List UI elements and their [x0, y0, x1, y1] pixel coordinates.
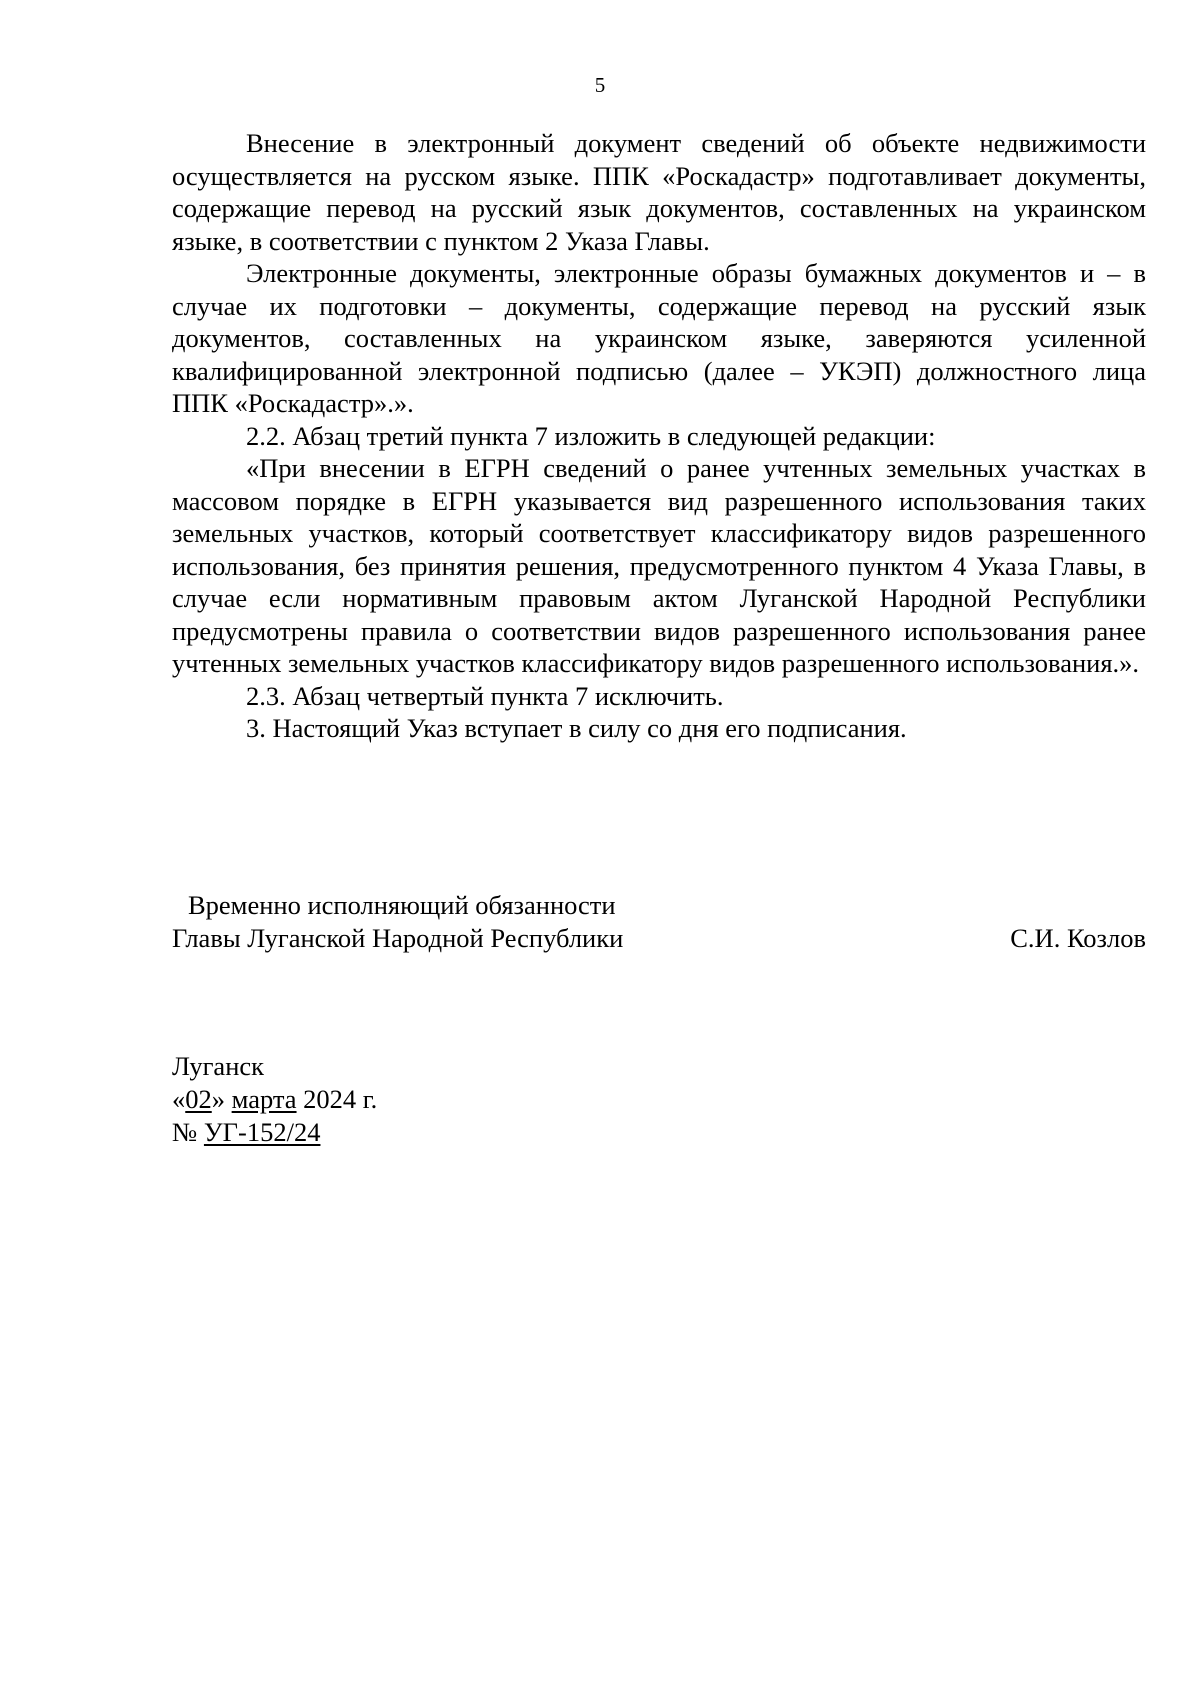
paragraph-item-2-2: 2.2. Абзац третий пункта 7 изложить в следующей редакции: — [246, 420, 936, 451]
number-value: УГ-152/24 — [203, 1117, 321, 1147]
signature-row — [172, 922, 1146, 955]
paragraph-item-2-3: 2.3. Абзац четвертый пункта 7 исключить. — [246, 680, 724, 711]
paragraph-item-3: 3. Настоящий Указ вступает в силу со дня его подписания. — [246, 713, 907, 743]
document-footer — [172, 1050, 377, 1149]
signatory-title-line-1: Временно исполняющий обязанности — [188, 890, 616, 920]
paragraph-language: Внесение в электронный документ сведений об объекте недвижимости осуществляется на русском языке. ППК «Роскадастр» подготавливает документы, содержащие перевод на русский язык документов, составленных на украинском языке, в соответствии с пунктом 2 Указа Главы. — [172, 128, 1146, 256]
paragraph-quoted-amendment: «При внесении в ЕГРН сведений о ранее учтенных земельных участках в массовом порядке в ЕГРН указывается вид разрешенного использования таких земельных участков, который соответствует классификатору видов разрешенного использования, без принятия решения, предусмотренного пунктом 4 Указа Главы, в случае если нормативным правовым актом Луганской Народной Республики предусмотрены правила о соответствии видов разрешенного использования ранее учтенных земельных участков классификатору видов разрешенного использования.». — [172, 453, 1146, 678]
date-close-quote: » — [211, 1084, 225, 1114]
number-sign: № — [172, 1117, 198, 1147]
document-date — [172, 1083, 377, 1116]
document-number — [172, 1116, 377, 1149]
date-day: 02 — [185, 1084, 212, 1114]
city: Луганск — [172, 1051, 265, 1081]
signature-block — [172, 889, 1146, 954]
date-year: 2024 г. — [303, 1084, 378, 1114]
date-month: марта — [231, 1084, 297, 1114]
document-body — [172, 127, 1146, 745]
signatory-name: С.И. Козлов — [1010, 922, 1146, 953]
date-open-quote: « — [172, 1084, 186, 1114]
page-number: 5 — [594, 73, 606, 97]
paragraph-signature-ukep: Электронные документы, электронные образы бумажных документов и – в случае их подготовки – документы, содержащие перевод на русский язык документов, составленных на украинском языке, заверяются усиленной квалифицированной электронной подписью (далее – УКЭП) должностного лица ППК «Роскадастр».». — [172, 258, 1146, 418]
signatory-title-line-2: Главы Луганской Народной Республики — [172, 922, 624, 953]
